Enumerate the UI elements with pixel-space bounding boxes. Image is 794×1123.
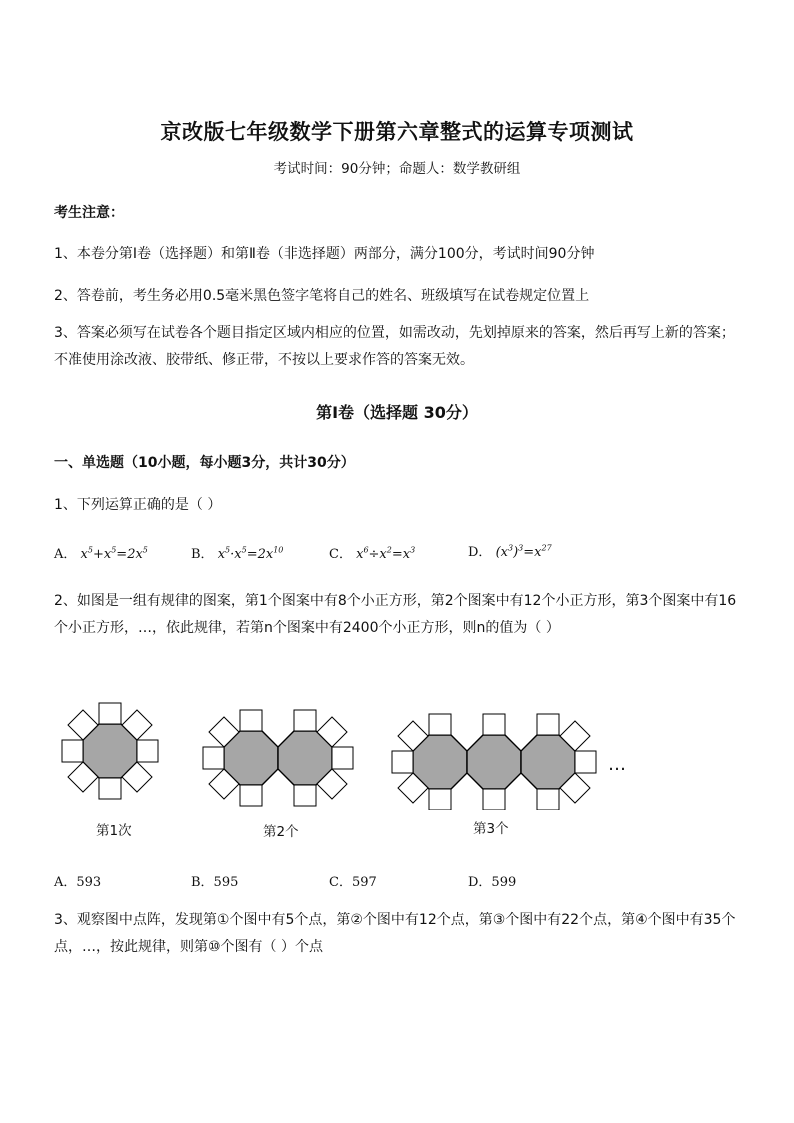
small-square (99, 703, 121, 724)
q1-stem: 1、下列运算正确的是（ ） (54, 497, 222, 513)
small-square (537, 714, 559, 735)
q2-option-c[interactable]: C．597 (329, 875, 377, 890)
section-title: 第Ⅰ卷（选择题 30分） (316, 403, 478, 422)
page-subtitle: 考试时间：90分钟；命题人：数学教研组 (273, 161, 521, 177)
notice-item-3: 3、答案必须写在试卷各个题目指定区域内相应的位置，如需改动，先划掉原来的答案，然后再写上新的答案；不准使用涂改液、胶带纸、修正带，不按以上要求作答的答案无效。 (54, 325, 735, 368)
small-square (99, 778, 121, 799)
q1-option-d-formula: $(x^3)^3=x^{27}$ (495, 543, 552, 560)
q1-option-d-label: D． (468, 545, 492, 560)
small-square (332, 747, 353, 769)
pattern-2 (203, 710, 353, 806)
small-square (240, 785, 262, 806)
q2-option-a[interactable]: A．593 (54, 875, 102, 890)
small-square (537, 789, 559, 810)
small-square (483, 789, 505, 810)
q1-option-a-label: A． (54, 547, 77, 562)
part-heading: 一、单选题（10小题，每小题3分，共计30分） (54, 455, 355, 471)
small-square (137, 740, 158, 762)
small-square (429, 789, 451, 810)
q1-option-c[interactable] (329, 543, 415, 562)
small-square (203, 747, 224, 769)
pattern-3 (392, 714, 596, 810)
q2-option-d[interactable]: D．599 (468, 875, 517, 890)
pattern-3-caption: 第3个 (473, 821, 509, 837)
q1-option-a-formula: $x^5+x^5=2x^5$ (80, 545, 148, 562)
q1-option-a[interactable] (54, 543, 148, 562)
small-square (429, 714, 451, 735)
pattern-1-caption: 第1次 (96, 823, 132, 839)
pattern-2-caption: 第2个 (263, 824, 299, 840)
q1-option-c-formula: $x^6\div x^2=x^3$ (356, 545, 416, 562)
q1-option-d[interactable] (468, 541, 552, 560)
q1-option-b[interactable] (191, 543, 283, 562)
notice-item-2: 2、答卷前，考生务必用0.5毫米黑色签字笔将自己的姓名、班级填写在试卷规定位置上 (54, 288, 590, 304)
small-square (392, 751, 413, 773)
q3-stem: 3、观察图中点阵，发现第①个图中有5个点，第②个图中有12个点，第③个图中有22个点，第④个图中有35个点，…，按此规律，则第⑩个图有（ ）个点 (54, 912, 736, 955)
q1-option-b-formula: $x^5\cdot x^5=2x^{10}$ (217, 545, 284, 562)
page-title: 京改版七年级数学下册第六章整式的运算专项测试 (160, 119, 634, 144)
pattern-1 (62, 703, 158, 799)
octagon-pattern-figure (0, 690, 794, 810)
small-square (240, 710, 262, 731)
q2-stem: 2、如图是一组有规律的图案，第1个图案中有8个小正方形，第2个图案中有12个小正方形，第3个图案中有16个小正方形，…，依此规律，若第n个图案中有2400个小正方形，则n的值为（ ） (54, 593, 737, 636)
small-square (294, 710, 316, 731)
q1-option-b-label: B． (191, 547, 214, 562)
small-square (62, 740, 83, 762)
notice-item-1: 1、本卷分第Ⅰ卷（选择题）和第Ⅱ卷（非选择题）两部分，满分100分，考试时间90分钟 (54, 246, 595, 262)
small-square (294, 785, 316, 806)
octagon (467, 735, 521, 789)
q1-option-c-label: C． (329, 547, 352, 562)
small-square (575, 751, 596, 773)
notice-heading: 考生注意： (54, 205, 124, 221)
small-square (483, 714, 505, 735)
q2-option-b[interactable]: B．595 (191, 875, 239, 890)
pattern-ellipsis: … (608, 754, 626, 775)
